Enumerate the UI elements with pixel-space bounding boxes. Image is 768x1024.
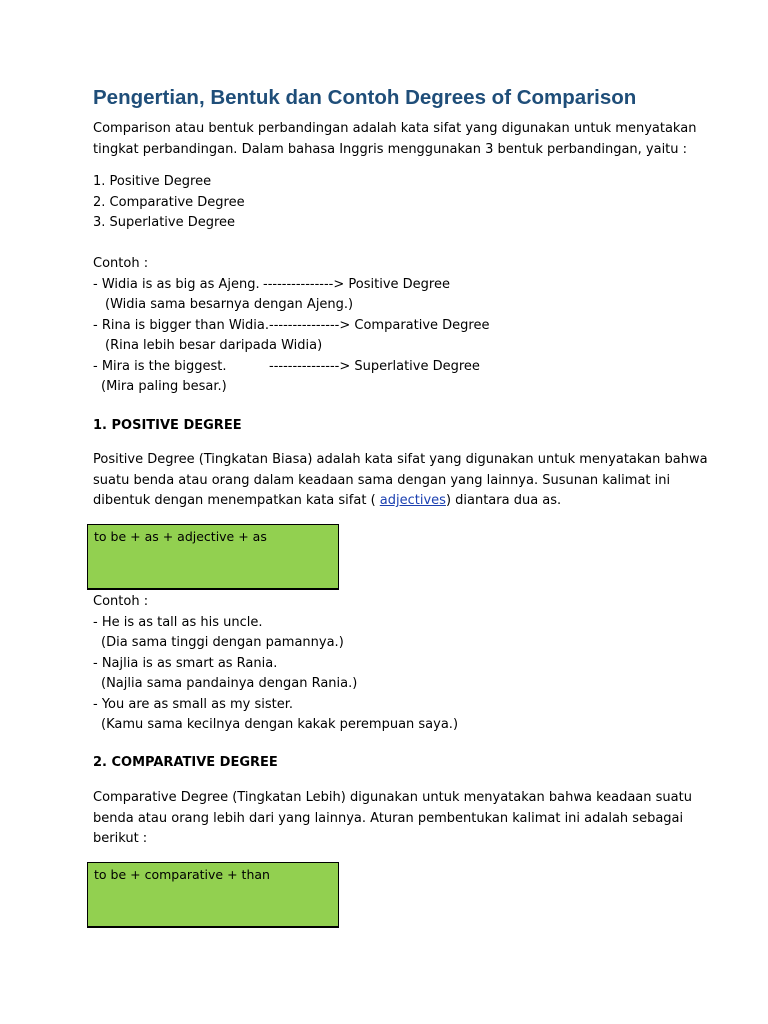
paragraph-line: suatu benda atau orang dalam keadaan sama dengan yang lainnya. Susunan kalimat ini: [93, 472, 671, 488]
positive-heading: 1. POSITIVE DEGREE: [93, 418, 242, 433]
example-translation: (Rina lebih besar daripada Widia): [105, 338, 323, 353]
intro-paragraph: [93, 119, 697, 160]
formula-text: to be + comparative + than: [94, 867, 270, 882]
paragraph-line: berikut :: [93, 831, 148, 846]
example-translation: (Kamu sama kecilnya dengan kakak perempuan saya.): [101, 717, 459, 732]
example-degree: Comparative Degree: [354, 317, 490, 333]
comparative-paragraph: [93, 788, 693, 850]
example-translation: (Najlia sama pandainya dengan Rania.): [101, 676, 358, 691]
example-sentence: - You are as small as my sister.: [93, 696, 294, 712]
paragraph-text: ) diantara dua as.: [445, 493, 562, 508]
paragraph-text: dibentuk dengan menempatkan kata sifat (: [93, 493, 380, 508]
example-translation: (Mira paling besar.): [101, 379, 227, 394]
example-arrow: --------------->: [269, 358, 351, 374]
example-translation: (Widia sama besarnya dengan Ajeng.): [105, 297, 354, 312]
positive-examples: [93, 592, 693, 736]
comparative-formula-box: [87, 862, 339, 928]
example-sentence: - Rina is bigger than Widia.: [93, 317, 269, 333]
example-row: [93, 316, 693, 337]
examples-label: Contoh :: [93, 594, 149, 609]
example-sentence: - He is as tall as his uncle.: [93, 614, 263, 630]
example-sentence: - Widia is as big as Ajeng.: [93, 276, 260, 292]
intro-line: Comparison atau bentuk perbandingan adalah kata sifat yang digunakan untuk menyatakan: [93, 121, 697, 136]
degree-list: [93, 172, 693, 234]
example-arrow: --------------->: [263, 276, 345, 292]
positive-formula-box: [87, 524, 339, 590]
paragraph-line: benda atau orang lebih dari yang lainnya. Aturan pembentukan kalimat ini adalah sebagai: [93, 810, 684, 826]
example-row: [93, 275, 693, 296]
intro-line: tingkat perbandingan. Dalam bahasa Inggris menggunakan 3 bentuk perbandingan, yaitu :: [93, 141, 688, 157]
example-row: [93, 357, 693, 378]
list-item: 3. Superlative Degree: [93, 215, 236, 230]
list-item: 1. Positive Degree: [93, 174, 212, 189]
positive-paragraph: [93, 450, 708, 512]
adjectives-link[interactable]: adjectives: [379, 493, 446, 508]
example-sentence: - Najlia is as smart as Rania.: [93, 655, 278, 671]
comparative-heading: 2. COMPARATIVE DEGREE: [93, 755, 278, 770]
examples-label: Contoh :: [93, 256, 149, 271]
paragraph-line: [93, 491, 693, 512]
example-degree: Positive Degree: [348, 276, 450, 292]
page-title: Pengertian, Bentuk dan Contoh Degrees of Comparison: [93, 86, 637, 109]
example-degree: Superlative Degree: [354, 358, 480, 374]
formula-text: to be + as + adjective + as: [94, 529, 267, 544]
example-arrow: --------------->: [269, 317, 351, 333]
paragraph-line: Comparative Degree (Tingkatan Lebih) digunakan untuk menyatakan bahwa keadaan suatu: [93, 790, 692, 805]
list-item: 2. Comparative Degree: [93, 194, 245, 210]
examples-section: [93, 254, 693, 398]
example-translation: (Dia sama tinggi dengan pamannya.): [101, 635, 344, 650]
paragraph-line: Positive Degree (Tingkatan Biasa) adalah kata sifat yang digunakan untuk menyatakan bahwa: [93, 452, 708, 467]
example-sentence: - Mira is the biggest.: [93, 358, 227, 374]
